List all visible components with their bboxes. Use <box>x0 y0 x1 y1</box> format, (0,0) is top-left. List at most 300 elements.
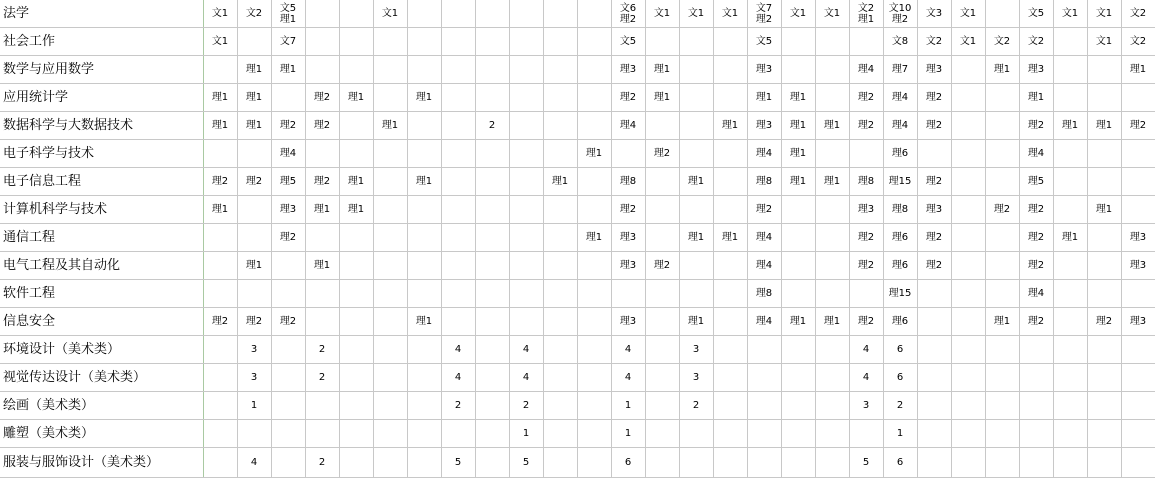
major-name: 电子科学与技术 <box>0 140 203 168</box>
quota-cell: 理1 <box>1019 84 1053 112</box>
quota-cell: 理1 <box>781 308 815 336</box>
major-name: 通信工程 <box>0 224 203 252</box>
quota-cell <box>951 336 985 364</box>
quota-cell <box>679 28 713 56</box>
quota-cell <box>951 448 985 478</box>
quota-cell <box>985 252 1019 280</box>
quota-cell: 理1 <box>305 196 339 224</box>
quota-cell <box>781 364 815 392</box>
quota-cell: 理15 <box>883 168 917 196</box>
quota-cell <box>577 56 611 84</box>
quota-cell <box>951 364 985 392</box>
quota-cell: 6 <box>611 448 645 478</box>
quota-cell: 文5 <box>611 28 645 56</box>
quota-cell: 4 <box>611 336 645 364</box>
quota-cell <box>407 140 441 168</box>
major-name: 电气工程及其自动化 <box>0 252 203 280</box>
quota-cell <box>985 336 1019 364</box>
quota-cell <box>441 56 475 84</box>
quota-cell: 理2 <box>849 112 883 140</box>
quota-cell <box>237 280 271 308</box>
major-name: 软件工程 <box>0 280 203 308</box>
quota-line: 理2 <box>891 13 909 25</box>
quota-cell <box>475 56 509 84</box>
quota-cell: 理3 <box>611 56 645 84</box>
quota-cell: 3 <box>679 364 713 392</box>
quota-cell <box>441 308 475 336</box>
quota-cell <box>713 84 747 112</box>
quota-cell <box>577 420 611 448</box>
quota-cell <box>1121 364 1155 392</box>
quota-cell <box>1053 280 1087 308</box>
quota-cell: 文2 <box>1019 28 1053 56</box>
major-name: 应用统计学 <box>0 84 203 112</box>
quota-cell: 3 <box>237 364 271 392</box>
quota-cell <box>305 420 339 448</box>
quota-cell <box>441 112 475 140</box>
quota-cell <box>985 224 1019 252</box>
quota-cell: 1 <box>611 420 645 448</box>
quota-cell <box>339 280 373 308</box>
quota-cell <box>543 112 577 140</box>
quota-cell <box>1053 448 1087 478</box>
quota-cell <box>339 448 373 478</box>
quota-cell <box>747 448 781 478</box>
quota-cell: 理1 <box>577 140 611 168</box>
quota-cell <box>407 252 441 280</box>
quota-cell: 理2 <box>849 308 883 336</box>
quota-cell <box>815 420 849 448</box>
quota-cell <box>543 84 577 112</box>
quota-cell: 文1 <box>645 0 679 28</box>
quota-cell: 理2 <box>203 308 237 336</box>
quota-cell: 理3 <box>917 56 951 84</box>
quota-cell <box>373 224 407 252</box>
quota-cell: 理1 <box>645 56 679 84</box>
quota-cell: 1 <box>509 420 543 448</box>
quota-cell: 理3 <box>1121 252 1155 280</box>
quota-cell: 理1 <box>815 112 849 140</box>
quota-cell: 文8 <box>883 28 917 56</box>
quota-cell <box>339 140 373 168</box>
quota-cell <box>815 364 849 392</box>
quota-cell <box>543 448 577 478</box>
quota-cell: 2 <box>475 112 509 140</box>
quota-cell <box>713 168 747 196</box>
quota-cell <box>645 336 679 364</box>
quota-cell: 理4 <box>1019 280 1053 308</box>
quota-cell <box>1019 448 1053 478</box>
quota-cell <box>645 392 679 420</box>
quota-cell <box>917 392 951 420</box>
quota-cell <box>203 224 237 252</box>
quota-cell <box>543 392 577 420</box>
quota-cell: 理1 <box>985 308 1019 336</box>
quota-cell <box>1121 84 1155 112</box>
quota-cell <box>237 140 271 168</box>
quota-cell <box>1121 448 1155 478</box>
quota-cell: 理5 <box>1019 168 1053 196</box>
quota-cell <box>441 168 475 196</box>
quota-cell <box>271 336 305 364</box>
quota-cell: 文1 <box>951 0 985 28</box>
quota-cell <box>509 224 543 252</box>
quota-cell <box>951 420 985 448</box>
quota-cell <box>883 0 917 28</box>
quota-cell <box>747 420 781 448</box>
quota-cell <box>373 308 407 336</box>
quota-cell <box>305 224 339 252</box>
quota-cell: 理2 <box>917 168 951 196</box>
quota-cell <box>543 280 577 308</box>
table-row <box>0 112 1155 140</box>
quota-cell <box>509 168 543 196</box>
quota-cell <box>475 364 509 392</box>
quota-cell <box>951 224 985 252</box>
quota-cell: 理1 <box>781 168 815 196</box>
quota-cell <box>339 420 373 448</box>
quota-cell <box>475 0 509 28</box>
quota-cell <box>373 280 407 308</box>
quota-cell: 理1 <box>679 224 713 252</box>
major-name: 服装与服饰设计（美术类） <box>0 448 203 478</box>
quota-line: 理2 <box>619 13 637 25</box>
quota-cell <box>713 280 747 308</box>
quota-cell: 理3 <box>1121 224 1155 252</box>
quota-cell <box>815 28 849 56</box>
quota-cell <box>1053 336 1087 364</box>
quota-cell <box>1053 364 1087 392</box>
quota-cell <box>543 420 577 448</box>
quota-cell: 理1 <box>305 252 339 280</box>
quota-cell: 理1 <box>1121 56 1155 84</box>
quota-cell <box>917 336 951 364</box>
quota-cell <box>917 308 951 336</box>
quota-cell: 文1 <box>1087 0 1121 28</box>
quota-cell: 理1 <box>407 168 441 196</box>
quota-cell: 文2 <box>237 0 271 28</box>
quota-cell <box>237 196 271 224</box>
table-row <box>0 28 1155 56</box>
quota-cell <box>1121 392 1155 420</box>
quota-cell <box>475 420 509 448</box>
quota-cell: 理2 <box>1019 196 1053 224</box>
quota-cell: 文1 <box>713 0 747 28</box>
quota-cell <box>509 140 543 168</box>
quota-cell: 理2 <box>917 224 951 252</box>
quota-cell <box>1087 140 1121 168</box>
quota-cell <box>679 56 713 84</box>
quota-cell: 文2 <box>917 28 951 56</box>
quota-line: 理2 <box>755 13 773 25</box>
quota-cell <box>271 448 305 478</box>
major-name: 数学与应用数学 <box>0 56 203 84</box>
quota-cell <box>475 196 509 224</box>
quota-cell: 理2 <box>305 112 339 140</box>
quota-cell <box>713 252 747 280</box>
quota-cell: 理2 <box>917 84 951 112</box>
quota-cell <box>577 0 611 28</box>
quota-cell: 1 <box>883 420 917 448</box>
quota-cell: 理4 <box>747 140 781 168</box>
quota-cell <box>1087 280 1121 308</box>
quota-cell: 理1 <box>781 84 815 112</box>
quota-cell <box>577 280 611 308</box>
quota-cell <box>203 336 237 364</box>
quota-cell: 理2 <box>203 168 237 196</box>
quota-cell: 理1 <box>203 196 237 224</box>
quota-cell <box>509 252 543 280</box>
quota-cell: 理1 <box>781 112 815 140</box>
quota-cell: 理3 <box>271 196 305 224</box>
quota-cell <box>339 392 373 420</box>
quota-cell: 理2 <box>849 84 883 112</box>
quota-cell: 2 <box>441 392 475 420</box>
quota-cell <box>1019 336 1053 364</box>
quota-cell <box>577 364 611 392</box>
quota-cell <box>373 336 407 364</box>
quota-cell <box>475 28 509 56</box>
quota-cell <box>203 364 237 392</box>
quota-cell <box>509 84 543 112</box>
quota-cell: 理1 <box>645 84 679 112</box>
quota-cell <box>781 28 815 56</box>
quota-cell <box>815 336 849 364</box>
quota-cell <box>373 448 407 478</box>
quota-cell <box>339 56 373 84</box>
quota-cell: 理1 <box>237 56 271 84</box>
quota-cell: 2 <box>305 364 339 392</box>
quota-cell <box>271 280 305 308</box>
quota-cell <box>577 196 611 224</box>
quota-cell <box>373 196 407 224</box>
quota-cell <box>1019 392 1053 420</box>
quota-cell <box>645 168 679 196</box>
quota-cell <box>475 308 509 336</box>
quota-cell: 文2 <box>1121 28 1155 56</box>
quota-cell: 理3 <box>849 196 883 224</box>
quota-cell <box>713 448 747 478</box>
quota-cell: 文1 <box>203 0 237 28</box>
quota-cell <box>1019 364 1053 392</box>
quota-cell <box>713 392 747 420</box>
quota-cell <box>781 336 815 364</box>
quota-cell: 理6 <box>883 224 917 252</box>
quota-cell <box>373 56 407 84</box>
quota-cell: 理2 <box>645 252 679 280</box>
quota-cell <box>645 448 679 478</box>
quota-cell <box>1087 336 1121 364</box>
quota-cell <box>713 56 747 84</box>
quota-cell <box>271 0 305 28</box>
quota-cell <box>679 280 713 308</box>
quota-cell: 文1 <box>815 0 849 28</box>
major-name: 计算机科学与技术 <box>0 196 203 224</box>
major-name: 绘画（美术类） <box>0 392 203 420</box>
quota-cell: 理2 <box>645 140 679 168</box>
quota-cell: 理15 <box>883 280 917 308</box>
quota-cell <box>577 336 611 364</box>
quota-cell <box>441 420 475 448</box>
quota-cell: 理1 <box>339 84 373 112</box>
quota-cell <box>543 308 577 336</box>
quota-cell: 理1 <box>985 56 1019 84</box>
quota-cell <box>747 0 781 28</box>
quota-cell <box>407 112 441 140</box>
quota-cell <box>951 140 985 168</box>
quota-cell <box>1087 168 1121 196</box>
quota-cell: 2 <box>679 392 713 420</box>
quota-cell: 理8 <box>611 168 645 196</box>
quota-cell <box>577 448 611 478</box>
major-name: 数据科学与大数据技术 <box>0 112 203 140</box>
quota-cell: 理4 <box>271 140 305 168</box>
quota-cell <box>441 84 475 112</box>
table-row <box>0 420 1155 448</box>
quota-cell <box>815 196 849 224</box>
table-row <box>0 448 1155 478</box>
quota-cell <box>305 56 339 84</box>
quota-cell <box>339 364 373 392</box>
quota-cell: 理1 <box>577 224 611 252</box>
quota-cell <box>203 280 237 308</box>
quota-cell <box>543 364 577 392</box>
quota-cell <box>339 0 373 28</box>
table-row <box>0 84 1155 112</box>
quota-cell: 理2 <box>849 252 883 280</box>
quota-cell <box>985 420 1019 448</box>
quota-cell <box>1121 140 1155 168</box>
quota-cell: 理4 <box>849 56 883 84</box>
quota-cell <box>577 392 611 420</box>
quota-cell: 理1 <box>203 112 237 140</box>
quota-cell <box>543 28 577 56</box>
quota-cell <box>985 140 1019 168</box>
quota-cell <box>577 84 611 112</box>
quota-cell <box>339 336 373 364</box>
quota-cell: 1 <box>611 392 645 420</box>
quota-cell <box>679 140 713 168</box>
quota-cell <box>1087 84 1121 112</box>
quota-cell: 理1 <box>373 112 407 140</box>
quota-cell <box>815 224 849 252</box>
quota-cell <box>237 420 271 448</box>
quota-cell: 文1 <box>203 28 237 56</box>
quota-cell <box>645 224 679 252</box>
quota-cell: 理3 <box>1019 56 1053 84</box>
quota-cell <box>203 56 237 84</box>
quota-cell <box>543 336 577 364</box>
quota-cell: 理2 <box>985 196 1019 224</box>
quota-cell <box>441 28 475 56</box>
quota-cell: 4 <box>849 336 883 364</box>
quota-cell <box>951 168 985 196</box>
quota-cell: 理3 <box>611 224 645 252</box>
quota-cell: 理1 <box>815 168 849 196</box>
quota-cell <box>917 448 951 478</box>
quota-cell <box>543 0 577 28</box>
quota-cell <box>781 56 815 84</box>
quota-cell <box>951 56 985 84</box>
quota-cell: 理2 <box>1087 308 1121 336</box>
quota-cell <box>611 140 645 168</box>
quota-cell <box>373 168 407 196</box>
quota-cell: 文7 <box>271 28 305 56</box>
quota-line: 理1 <box>857 13 875 25</box>
quota-cell: 1 <box>237 392 271 420</box>
quota-cell <box>1053 28 1087 56</box>
quota-cell: 理2 <box>271 112 305 140</box>
quota-cell: 理2 <box>1019 224 1053 252</box>
quota-cell <box>815 56 849 84</box>
quota-cell: 2 <box>883 392 917 420</box>
quota-cell <box>849 28 883 56</box>
quota-cell: 2 <box>305 448 339 478</box>
quota-cell <box>1053 392 1087 420</box>
quota-cell <box>815 140 849 168</box>
quota-cell: 文1 <box>781 0 815 28</box>
quota-cell <box>577 28 611 56</box>
quota-cell: 4 <box>441 364 475 392</box>
quota-cell <box>611 0 645 28</box>
quota-cell <box>679 448 713 478</box>
quota-cell <box>645 28 679 56</box>
quota-cell <box>951 392 985 420</box>
quota-cell: 理1 <box>237 252 271 280</box>
quota-cell <box>713 140 747 168</box>
quota-cell <box>781 224 815 252</box>
quota-cell <box>713 420 747 448</box>
quota-cell: 文2 <box>985 28 1019 56</box>
quota-cell: 文5 <box>1019 0 1053 28</box>
quota-cell: 理4 <box>747 308 781 336</box>
quota-cell <box>1121 196 1155 224</box>
quota-cell <box>1053 196 1087 224</box>
quota-cell <box>679 84 713 112</box>
quota-cell: 理1 <box>407 308 441 336</box>
major-name: 法学 <box>0 0 203 28</box>
quota-cell <box>407 280 441 308</box>
quota-cell <box>475 140 509 168</box>
quota-cell <box>985 448 1019 478</box>
quota-cell <box>985 112 1019 140</box>
table-row <box>0 56 1155 84</box>
quota-cell <box>1053 56 1087 84</box>
quota-cell <box>407 420 441 448</box>
major-name: 电子信息工程 <box>0 168 203 196</box>
quota-cell: 理4 <box>747 224 781 252</box>
quota-cell <box>543 140 577 168</box>
quota-cell <box>407 224 441 252</box>
quota-cell <box>1121 336 1155 364</box>
table-row <box>0 140 1155 168</box>
quota-cell <box>849 0 883 28</box>
quota-cell <box>203 420 237 448</box>
quota-cell: 理2 <box>305 168 339 196</box>
quota-cell <box>441 0 475 28</box>
quota-cell <box>203 392 237 420</box>
quota-cell <box>1087 392 1121 420</box>
quota-cell: 理3 <box>611 252 645 280</box>
quota-cell <box>713 196 747 224</box>
quota-cell <box>645 280 679 308</box>
quota-cell: 理6 <box>883 140 917 168</box>
quota-cell <box>1087 448 1121 478</box>
quota-cell <box>985 364 1019 392</box>
quota-cell: 理1 <box>543 168 577 196</box>
quota-cell: 理2 <box>849 224 883 252</box>
quota-cell <box>543 56 577 84</box>
